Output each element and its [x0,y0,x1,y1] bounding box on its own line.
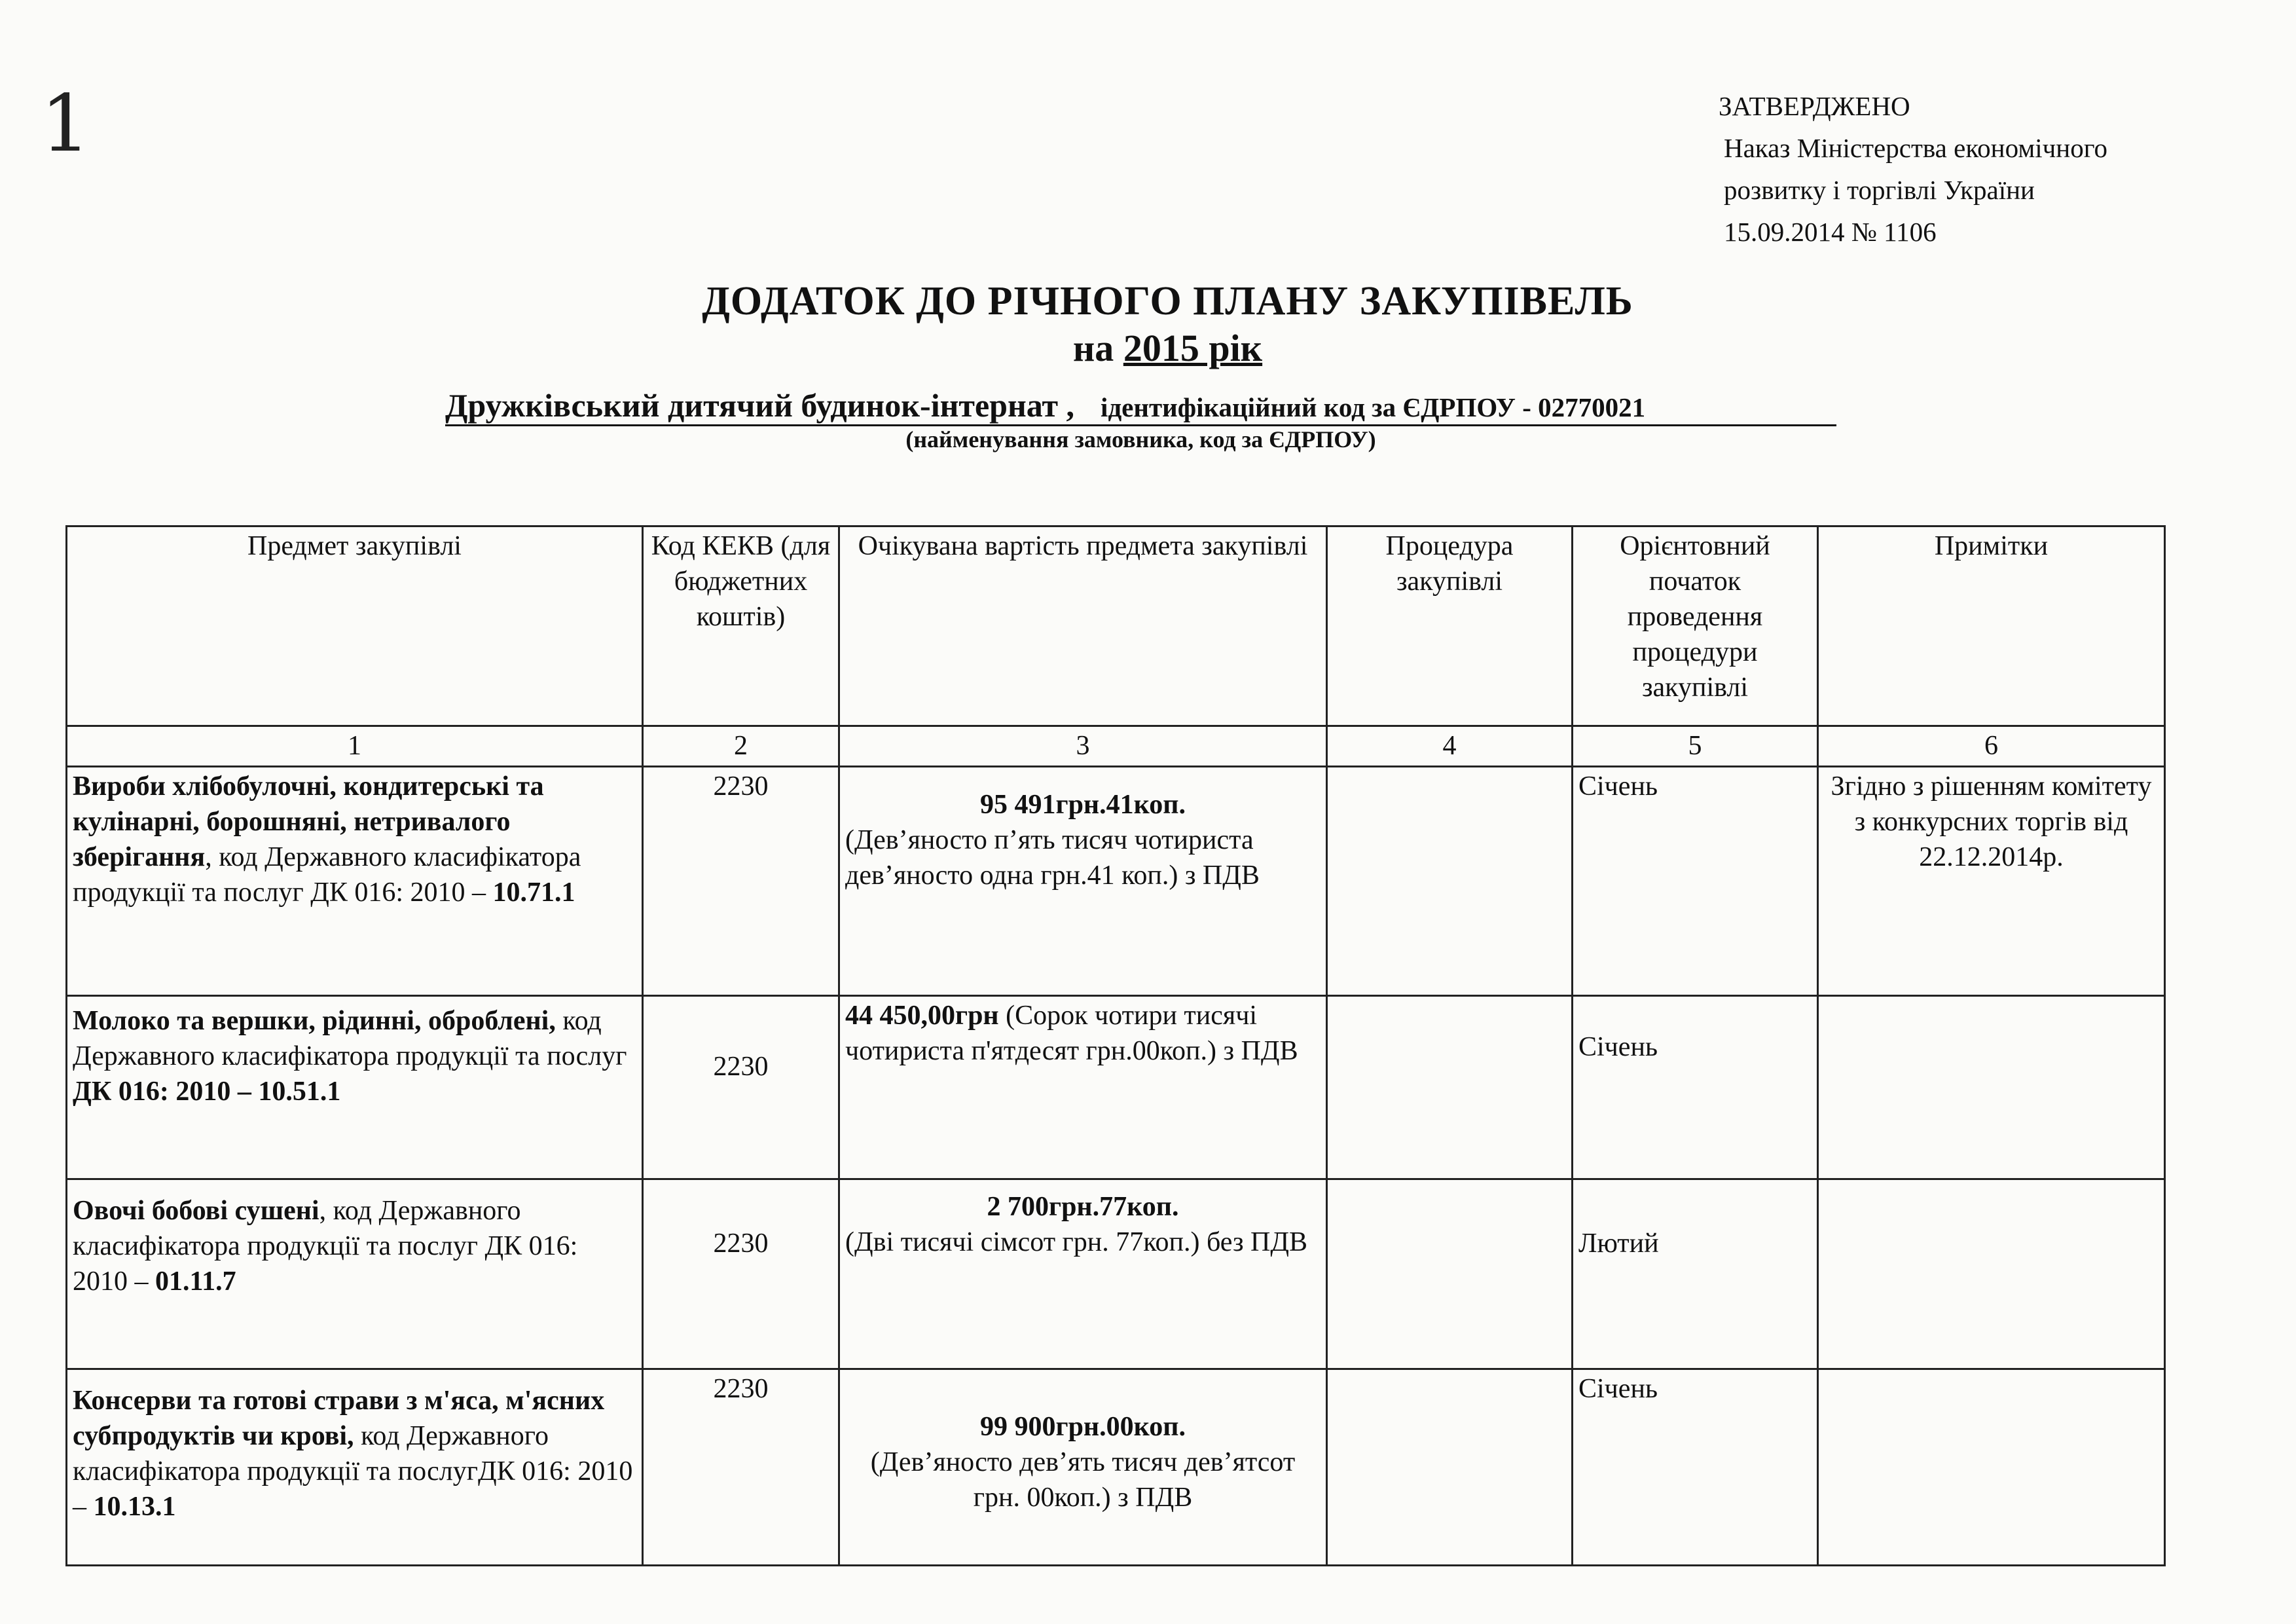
column-number: 6 [1818,726,2165,767]
customer-name: Дружківський дитячий будинок-інтернат , [445,387,1075,424]
table-row [67,767,2165,996]
approval-title: ЗАТВЕРДЖЕНО [1719,91,1910,121]
header-notes: Примітки [1818,526,2165,726]
subject-code: 10.13.1 [93,1492,176,1522]
row-notes [1818,1369,2165,1566]
row-cost [839,1179,1327,1369]
row-start: Січень [1573,1369,1818,1566]
table-row [67,996,2165,1179]
cost-words: (Сорок чотири тисячі чотириста п'ятдесят грн.00коп.) з ПДВ [845,1001,1298,1066]
row-notes [1818,996,2165,1179]
subject-classifier: , код Державного класифікатора продукції та послуг ДК 016: 2010 – [73,842,581,908]
column-number: 5 [1573,726,1818,767]
subject-name: Овочі бобові сушені [73,1196,319,1226]
cost-words: (Дев’яносто п’ять тисяч чотириста дев’яносто одна грн.41 коп.) з ПДВ [845,825,1260,891]
subject-code: ДК 016: 2010 – 10.51.1 [73,1077,341,1107]
table-row [67,1179,2165,1369]
row-subject [67,767,643,996]
document-year-line [39,326,2296,370]
row-procedure [1327,1179,1573,1369]
cost-amount: 95 491грн.41коп. [980,790,1186,820]
table-header-row [67,526,2165,726]
column-number: 4 [1327,726,1573,767]
subject-name: Консерви та готові страви з м'яса, м'ясних субпродуктів чи крові, [73,1386,605,1451]
row-notes: Згідно з рішенням комітету з конкурсних торгів від 22.12.2014р. [1818,767,2165,996]
row-subject [67,996,643,1179]
procurement-table [65,525,2166,1566]
row-start: Лютий [1573,1179,1818,1369]
subject-name: Молоко та вершки, рідинні, оброблені, [73,1006,556,1036]
row-start: Січень [1573,767,1818,996]
customer-code: ідентифікаційний код за ЄДРПОУ - 02770021 [1101,392,1646,422]
cost-amount: 2 700грн.77коп. [987,1192,1179,1222]
cost-words: (Дев’яносто дев’ять тисяч дев’ятсот грн. 00коп.) з ПДВ [870,1447,1296,1513]
row-subject [67,1369,643,1566]
customer-caption: (найменування замовника, код за ЄДРПОУ) [905,426,1376,452]
document-year: 2015 рік [1123,327,1263,369]
approval-line-1: Наказ Міністерства економічного [1724,133,2108,163]
cost-amount: 99 900грн.00коп. [980,1412,1186,1442]
subject-code: 10.71.1 [492,877,575,908]
header-kekv: Код КЕКВ (для бюджетних коштів) [643,526,839,726]
row-kekv: 2230 [643,767,839,996]
row-kekv: 2230 [643,1369,839,1566]
subject-classifier: код Державного класифікатора продукції та послуг [73,1006,627,1071]
page-number-mark: 1 [41,79,91,170]
approval-stamp [1719,85,2221,253]
row-notes [1818,1179,2165,1369]
subject-name: Вироби хлібобулочні, кондитерські та кулінарні, борошняні, нетривалого зберігання [73,771,544,872]
customer-line [445,386,1836,426]
row-procedure [1327,996,1573,1179]
document-title: ДОДАТОК ДО РІЧНОГО ПЛАНУ ЗАКУПІВЕЛЬ [702,279,1633,323]
row-procedure [1327,1369,1573,1566]
header-start: Орієнтовний початок проведення процедури закупівлі [1573,526,1818,726]
subject-code: 01.11.7 [155,1266,236,1297]
document-title-block [0,278,2296,370]
row-procedure [1327,767,1573,996]
table-row [67,1369,2165,1566]
approval-line-3: 15.09.2014 № 1106 [1724,217,1937,247]
row-subject [67,1179,643,1369]
subject-classifier: код Державного класифікатора продукції та послугДК 016: 2010 – [73,1421,633,1522]
row-kekv: 2230 [643,996,839,1179]
header-subject: Предмет закупівлі [67,526,643,726]
column-number: 2 [643,726,839,767]
cost-amount: 44 450,00грн [845,1001,999,1031]
row-kekv: 2230 [643,1179,839,1369]
column-number-row [67,726,2165,767]
year-prefix: на [1072,327,1123,369]
row-cost [839,1369,1327,1566]
subject-classifier: , код Державного класифікатора продукції та послуг ДК 016: 2010 – [73,1196,578,1297]
column-number: 3 [839,726,1327,767]
approval-line-2: розвитку і торгівлі України [1724,175,2035,205]
row-cost [839,996,1327,1179]
row-start: Січень [1573,996,1818,1179]
row-cost [839,767,1327,996]
cost-words: (Дві тисячі сімсот грн. 77коп.) без ПДВ [845,1227,1308,1257]
header-procedure: Процедура закупівлі [1327,526,1573,726]
column-number: 1 [67,726,643,767]
header-cost: Очікувана вартість предмета закупівлі [839,526,1327,726]
